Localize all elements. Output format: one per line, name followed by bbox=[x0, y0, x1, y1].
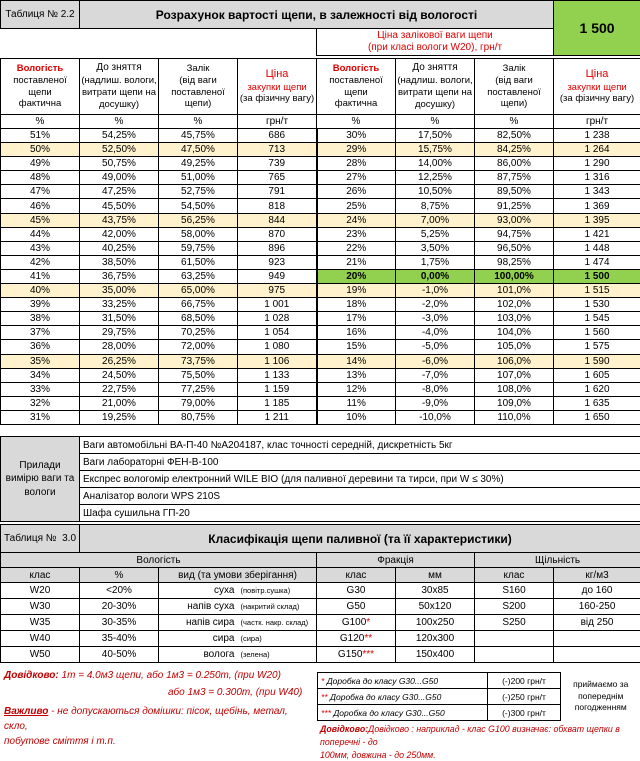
important-note: Важливо - не допускаються домішки: пісок, щебінь, метал, скло, побутове сміття і т.п. bbox=[4, 704, 314, 749]
table-row bbox=[1, 340, 640, 354]
left-cell: 45,75% bbox=[159, 129, 238, 143]
devices-section bbox=[0, 436, 640, 522]
drying-header-left: До зняття (надлиш. вологи, витрати щепи на досушку) bbox=[80, 59, 159, 115]
right-cell: 1 369 bbox=[554, 199, 640, 213]
right-cell: 1 448 bbox=[554, 241, 640, 255]
unit-cell: % bbox=[317, 115, 396, 129]
left-cell: 1 080 bbox=[238, 340, 317, 354]
right-cell: 0,00% bbox=[396, 269, 475, 283]
left-cell: 39% bbox=[1, 298, 80, 312]
device-item: Аналізатор вологи WPS 210S bbox=[80, 488, 640, 505]
unit-cell: % bbox=[396, 115, 475, 129]
cell-dens: 160-250 bbox=[554, 599, 640, 615]
col-header: клас bbox=[475, 568, 554, 583]
left-cell: 42% bbox=[1, 255, 80, 269]
col-header: кг/м3 bbox=[554, 568, 640, 583]
right-cell: 12% bbox=[317, 382, 396, 396]
right-cell: 102,0% bbox=[475, 298, 554, 312]
left-cell: 79,00% bbox=[159, 396, 238, 410]
table-row bbox=[1, 615, 640, 631]
unit-cell: % bbox=[1, 115, 80, 129]
right-cell: 108,0% bbox=[475, 382, 554, 396]
right-cell: 29% bbox=[317, 143, 396, 157]
left-cell: 975 bbox=[238, 284, 317, 298]
right-cell: 14,00% bbox=[396, 157, 475, 171]
left-cell: 47,25% bbox=[80, 185, 159, 199]
right-cell: 12,25% bbox=[396, 171, 475, 185]
right-cell: 110,0% bbox=[475, 410, 554, 424]
table-row bbox=[1, 326, 640, 340]
device-item: Ваги автомобільні ВА-П-40 №А204187, клас точності середній, дискретність 5кг bbox=[80, 437, 640, 454]
right-cell: 100,00% bbox=[475, 269, 554, 283]
right-cell: 98,25% bbox=[475, 255, 554, 269]
cell-pct: <20% bbox=[80, 583, 159, 599]
table-row bbox=[1, 368, 640, 382]
left-cell: 38,50% bbox=[80, 255, 159, 269]
right-cell: 1 560 bbox=[554, 326, 640, 340]
table-row bbox=[1, 269, 640, 283]
device-item: Шафа сушильна ГП-20 bbox=[80, 505, 640, 522]
cell-dens: від 250 bbox=[554, 615, 640, 631]
left-cell: 36% bbox=[1, 340, 80, 354]
left-cell: 68,50% bbox=[159, 312, 238, 326]
humidity-header-left: Вологість поставленої щепи фактична bbox=[1, 59, 80, 115]
left-cell: 31% bbox=[1, 410, 80, 424]
left-cell: 1 054 bbox=[238, 326, 317, 340]
left-cell: 75,50% bbox=[159, 368, 238, 382]
table-row bbox=[1, 185, 640, 199]
drying-header-right: До зняття (надлиш. вологи, витрати щепи на досушку) bbox=[396, 59, 475, 115]
right-cell: 26% bbox=[317, 185, 396, 199]
left-cell: 40,25% bbox=[80, 241, 159, 255]
right-cell: -4,0% bbox=[396, 326, 475, 340]
table-row bbox=[1, 171, 640, 185]
right-cell: 109,0% bbox=[475, 396, 554, 410]
cell-fraction-class: G150*** bbox=[317, 647, 396, 663]
cell-kind: сира bbox=[159, 631, 238, 647]
credit-header-left: Залік (від ваги поставленої щепи) bbox=[159, 59, 238, 115]
header-row bbox=[1, 59, 640, 115]
left-cell: 19,25% bbox=[80, 410, 159, 424]
cell-fraction-class: G120** bbox=[317, 631, 396, 647]
humidity-header-right: Вологість поставленої щепи фактична bbox=[317, 59, 396, 115]
cell-fraction-class: G100* bbox=[317, 615, 396, 631]
table-row bbox=[1, 199, 640, 213]
table-row bbox=[1, 312, 640, 326]
unit-cell: % bbox=[475, 115, 554, 129]
right-cell: 15,75% bbox=[396, 143, 475, 157]
right-cell: 28% bbox=[317, 157, 396, 171]
table-row bbox=[1, 647, 640, 663]
left-cell: 61,50% bbox=[159, 255, 238, 269]
right-cell: 17,50% bbox=[396, 129, 475, 143]
table-row bbox=[1, 583, 640, 599]
left-cell: 22,75% bbox=[80, 382, 159, 396]
cell-kind: напів суха bbox=[159, 599, 238, 615]
left-cell: 51% bbox=[1, 129, 80, 143]
left-cell: 791 bbox=[238, 185, 317, 199]
left-cell: 35% bbox=[1, 354, 80, 368]
right-cell: 1 635 bbox=[554, 396, 640, 410]
cell-dcls bbox=[475, 647, 554, 663]
cell-mm: 100х250 bbox=[396, 615, 475, 631]
table-row bbox=[1, 227, 640, 241]
cell-cls: W30 bbox=[1, 599, 80, 615]
left-cell: 949 bbox=[238, 269, 317, 283]
table-row bbox=[1, 354, 640, 368]
left-cell: 24,50% bbox=[80, 368, 159, 382]
table-3-0 bbox=[0, 524, 640, 663]
left-cell: 713 bbox=[238, 143, 317, 157]
left-cell: 32% bbox=[1, 396, 80, 410]
table-row bbox=[1, 213, 640, 227]
cell-kind: суха bbox=[159, 583, 238, 599]
right-cell: 10,50% bbox=[396, 185, 475, 199]
right-cell: 1 500 bbox=[554, 269, 640, 283]
left-cell: 46% bbox=[1, 199, 80, 213]
right-cell: -3,0% bbox=[396, 312, 475, 326]
right-cell: 1,75% bbox=[396, 255, 475, 269]
right-cell: 27% bbox=[317, 171, 396, 185]
cell-dcls: S160 bbox=[475, 583, 554, 599]
left-cell: 77,25% bbox=[159, 382, 238, 396]
right-cell: 1 264 bbox=[554, 143, 640, 157]
surcharge-item: *** Доробка до класу G30...G50 bbox=[318, 705, 488, 721]
cell-cond: (накритий склад) bbox=[238, 599, 317, 615]
classification-body bbox=[1, 583, 640, 663]
left-cell: 1 133 bbox=[238, 368, 317, 382]
left-cell: 40% bbox=[1, 284, 80, 298]
right-cell: 103,0% bbox=[475, 312, 554, 326]
cell-kind: напів сира bbox=[159, 615, 238, 631]
table-row bbox=[1, 284, 640, 298]
left-cell: 870 bbox=[238, 227, 317, 241]
right-cell: 1 590 bbox=[554, 354, 640, 368]
left-cell: 1 028 bbox=[238, 312, 317, 326]
table-row bbox=[1, 599, 640, 615]
right-cell: 13% bbox=[317, 368, 396, 382]
cell-dcls: S250 bbox=[475, 615, 554, 631]
cell-pct: 20-30% bbox=[80, 599, 159, 615]
left-cell: 818 bbox=[238, 199, 317, 213]
right-cell: 1 421 bbox=[554, 227, 640, 241]
right-cell: 11% bbox=[317, 396, 396, 410]
right-cell: 1 620 bbox=[554, 382, 640, 396]
right-cell: 3,50% bbox=[396, 241, 475, 255]
right-cell: 91,25% bbox=[475, 199, 554, 213]
right-cell: 20% bbox=[317, 269, 396, 283]
cell-dens bbox=[554, 647, 640, 663]
left-cell: 35,00% bbox=[80, 284, 159, 298]
left-cell: 56,25% bbox=[159, 213, 238, 227]
cell-dcls: S200 bbox=[475, 599, 554, 615]
table-row bbox=[1, 631, 640, 647]
right-cell: 21% bbox=[317, 255, 396, 269]
surcharge-item: ** Доробка до класу G30...G50 bbox=[318, 689, 488, 705]
cell-cls: W20 bbox=[1, 583, 80, 599]
right-cell: -1,0% bbox=[396, 284, 475, 298]
reference-note: Довідково: 1m = 4.0м3 щепи, або 1м3 = 0.250т, (при W20) bbox=[4, 670, 281, 681]
right-cell: 96,50% bbox=[475, 241, 554, 255]
right-cell: 5,25% bbox=[396, 227, 475, 241]
left-cell: 765 bbox=[238, 171, 317, 185]
cell-cls: W35 bbox=[1, 615, 80, 631]
surcharge-amount: (-)250 грн/т bbox=[488, 689, 561, 705]
devices-label: Прилади вимірю ваги та вологи bbox=[1, 437, 80, 522]
group-density: Щільність bbox=[475, 553, 640, 568]
left-cell: 52,75% bbox=[159, 185, 238, 199]
right-cell: 94,75% bbox=[475, 227, 554, 241]
device-item: Ваги лабораторні ФЕН-В-100 bbox=[80, 454, 640, 471]
reference-note-line2: або 1м3 = 0.300т, (при W40) bbox=[168, 687, 302, 698]
table-label: Таблиця № 2.2 bbox=[1, 1, 80, 29]
right-cell: 106,0% bbox=[475, 354, 554, 368]
right-cell: 1 605 bbox=[554, 368, 640, 382]
right-cell: 16% bbox=[317, 326, 396, 340]
left-cell: 896 bbox=[238, 241, 317, 255]
right-cell: 8,75% bbox=[396, 199, 475, 213]
left-cell: 1 159 bbox=[238, 382, 317, 396]
price-header-left: Ціна закупки щепи (за фізичну вагу) bbox=[238, 59, 317, 115]
table-row bbox=[1, 410, 640, 424]
right-cell: -7,0% bbox=[396, 368, 475, 382]
left-cell: 58,00% bbox=[159, 227, 238, 241]
left-cell: 47% bbox=[1, 185, 80, 199]
group-fraction: Фракція bbox=[317, 553, 475, 568]
devices-table bbox=[0, 436, 640, 522]
left-cell: 80,75% bbox=[159, 410, 238, 424]
left-cell: 45,50% bbox=[80, 199, 159, 213]
left-cell: 63,25% bbox=[159, 269, 238, 283]
left-cell: 21,00% bbox=[80, 396, 159, 410]
cell-cond: (сира) bbox=[238, 631, 317, 647]
device-item: Експрес вологомір електронний WILE BIO (для паливної деревини та тирси, при W ≤ 30%) bbox=[80, 471, 640, 488]
left-cell: 50% bbox=[1, 143, 80, 157]
table-row bbox=[1, 298, 640, 312]
right-cell: -8,0% bbox=[396, 382, 475, 396]
price-caption-line1: Ціна залікової ваги щепи bbox=[317, 30, 553, 42]
right-cell: 86,00% bbox=[475, 157, 554, 171]
cell-pct: 30-35% bbox=[80, 615, 159, 631]
left-cell: 49,00% bbox=[80, 171, 159, 185]
cell-cond: (зелена) bbox=[238, 647, 317, 663]
left-cell: 52,50% bbox=[80, 143, 159, 157]
right-cell: 89,50% bbox=[475, 185, 554, 199]
cell-cls: W50 bbox=[1, 647, 80, 663]
left-cell: 43,75% bbox=[80, 213, 159, 227]
right-cell: 30% bbox=[317, 129, 396, 143]
right-cell: 18% bbox=[317, 298, 396, 312]
left-cell: 29,75% bbox=[80, 326, 159, 340]
cell-cond: (повітр.сушка) bbox=[238, 583, 317, 599]
cell-pct: 40-50% bbox=[80, 647, 159, 663]
right-cell: -5,0% bbox=[396, 340, 475, 354]
left-cell: 34% bbox=[1, 368, 80, 382]
right-cell: 25% bbox=[317, 199, 396, 213]
cell-kind: волога bbox=[159, 647, 238, 663]
left-cell: 54,50% bbox=[159, 199, 238, 213]
right-cell: 24% bbox=[317, 213, 396, 227]
left-cell: 41% bbox=[1, 269, 80, 283]
col-header: клас bbox=[1, 568, 80, 583]
left-cell: 59,75% bbox=[159, 241, 238, 255]
spacer bbox=[1, 29, 317, 56]
left-cell: 1 106 bbox=[238, 354, 317, 368]
right-cell: 93,00% bbox=[475, 213, 554, 227]
cell-cond: (частк. накр. склад) bbox=[238, 615, 317, 631]
left-cell: 48% bbox=[1, 171, 80, 185]
right-cell: -2,0% bbox=[396, 298, 475, 312]
classification-table bbox=[0, 524, 640, 663]
right-cell: 1 545 bbox=[554, 312, 640, 326]
left-cell: 686 bbox=[238, 129, 317, 143]
left-cell: 33% bbox=[1, 382, 80, 396]
pricing-table bbox=[0, 58, 640, 425]
left-cell: 923 bbox=[238, 255, 317, 269]
right-cell: 101,0% bbox=[475, 284, 554, 298]
table-row bbox=[1, 143, 640, 157]
credit-header-right: Залік (від ваги поставленої щепи) bbox=[475, 59, 554, 115]
table2-label: Таблиця № 3.0 bbox=[1, 525, 80, 553]
left-cell: 38% bbox=[1, 312, 80, 326]
table-row bbox=[1, 157, 640, 171]
right-cell: 1 650 bbox=[554, 410, 640, 424]
pricing-body bbox=[1, 129, 640, 425]
right-cell: 14% bbox=[317, 354, 396, 368]
left-cell: 47,50% bbox=[159, 143, 238, 157]
left-cell: 73,75% bbox=[159, 354, 238, 368]
right-cell: 7,00% bbox=[396, 213, 475, 227]
cell-mm: 50х120 bbox=[396, 599, 475, 615]
table-row bbox=[1, 255, 640, 269]
left-cell: 739 bbox=[238, 157, 317, 171]
unit-cell: грн/т bbox=[554, 115, 640, 129]
right-cell: 1 575 bbox=[554, 340, 640, 354]
left-cell: 44% bbox=[1, 227, 80, 241]
right-cell: 107,0% bbox=[475, 368, 554, 382]
right-cell: 84,25% bbox=[475, 143, 554, 157]
surcharges-table bbox=[317, 672, 640, 721]
left-cell: 37% bbox=[1, 326, 80, 340]
left-cell: 49% bbox=[1, 157, 80, 171]
cell-dens: до 160 bbox=[554, 583, 640, 599]
col-header: вид (та умови зберігання) bbox=[159, 568, 317, 583]
cell-cls: W40 bbox=[1, 631, 80, 647]
right-cell: 1 316 bbox=[554, 171, 640, 185]
table-title: Розрахунок вартості щепи, в залежності від вологості bbox=[80, 1, 554, 29]
table2-title: Класифікація щепи паливної (та її характеристики) bbox=[80, 525, 640, 553]
right-cell: -10,0% bbox=[396, 410, 475, 424]
right-cell: 1 515 bbox=[554, 284, 640, 298]
left-cell: 65,00% bbox=[159, 284, 238, 298]
left-cell: 54,25% bbox=[80, 129, 159, 143]
table-row bbox=[1, 396, 640, 410]
right-cell: 82,50% bbox=[475, 129, 554, 143]
cell-mm: 120х300 bbox=[396, 631, 475, 647]
table-row bbox=[1, 129, 640, 143]
col-header: % bbox=[80, 568, 159, 583]
cell-mm: 30х85 bbox=[396, 583, 475, 599]
left-cell: 33,25% bbox=[80, 298, 159, 312]
cell-pct: 35-40% bbox=[80, 631, 159, 647]
right-cell: 87,75% bbox=[475, 171, 554, 185]
left-cell: 28,00% bbox=[80, 340, 159, 354]
right-cell: -9,0% bbox=[396, 396, 475, 410]
right-cell: 1 343 bbox=[554, 185, 640, 199]
surcharge-amount: (-)200 грн/т bbox=[488, 673, 561, 689]
unit-cell: % bbox=[80, 115, 159, 129]
left-cell: 66,75% bbox=[159, 298, 238, 312]
left-cell: 72,00% bbox=[159, 340, 238, 354]
table-row bbox=[1, 241, 640, 255]
right-cell: 15% bbox=[317, 340, 396, 354]
left-cell: 50,75% bbox=[80, 157, 159, 171]
left-cell: 70,25% bbox=[159, 326, 238, 340]
price-header-right: Ціна закупки щепи (за фізичну вагу) bbox=[554, 59, 640, 115]
unit-cell: % bbox=[159, 115, 238, 129]
left-cell: 1 185 bbox=[238, 396, 317, 410]
cell-mm: 150х400 bbox=[396, 647, 475, 663]
cell-fraction-class: G30 bbox=[317, 583, 396, 599]
right-cell: 10% bbox=[317, 410, 396, 424]
left-cell: 1 001 bbox=[238, 298, 317, 312]
surcharge-item: * Доробка до класу G30...G50 bbox=[318, 673, 488, 689]
cell-dens bbox=[554, 631, 640, 647]
left-cell: 42,00% bbox=[80, 227, 159, 241]
pricing-header-table bbox=[0, 0, 640, 56]
right-cell: 22% bbox=[317, 241, 396, 255]
surcharges-section bbox=[317, 672, 640, 761]
units-row bbox=[1, 115, 640, 129]
table-row bbox=[1, 382, 640, 396]
left-cell: 45% bbox=[1, 213, 80, 227]
cell-dcls bbox=[475, 631, 554, 647]
price-caption bbox=[317, 29, 554, 56]
base-price: 1 500 bbox=[554, 1, 640, 56]
right-cell: 1 238 bbox=[554, 129, 640, 143]
right-cell: 17% bbox=[317, 312, 396, 326]
right-cell: 19% bbox=[317, 284, 396, 298]
left-cell: 51,00% bbox=[159, 171, 238, 185]
left-cell: 1 211 bbox=[238, 410, 317, 424]
right-cell: 1 395 bbox=[554, 213, 640, 227]
left-cell: 844 bbox=[238, 213, 317, 227]
right-cell: 23% bbox=[317, 227, 396, 241]
left-cell: 31,50% bbox=[80, 312, 159, 326]
right-cell: -6,0% bbox=[396, 354, 475, 368]
right-cell: 105,0% bbox=[475, 340, 554, 354]
surcharge-amount: (-)300 грн/т bbox=[488, 705, 561, 721]
price-caption-line2: (при класі вологи W20), грн/т bbox=[317, 42, 553, 54]
col-header: мм bbox=[396, 568, 475, 583]
left-cell: 43% bbox=[1, 241, 80, 255]
left-cell: 26,25% bbox=[80, 354, 159, 368]
right-cell: 1 530 bbox=[554, 298, 640, 312]
left-cell: 49,25% bbox=[159, 157, 238, 171]
cell-fraction-class: G50 bbox=[317, 599, 396, 615]
group-humidity: Вологість bbox=[1, 553, 317, 568]
unit-cell: грн/т bbox=[238, 115, 317, 129]
fraction-note: Довідково:Довідково : наприклад - клас G100 визначає: обхват щепки в поперечні - до 100мм, довжина - до 250мм. bbox=[317, 723, 640, 761]
right-cell: 1 290 bbox=[554, 157, 640, 171]
right-cell: 1 474 bbox=[554, 255, 640, 269]
agreement-note: приймаємо за попереднім погодженням bbox=[561, 673, 640, 721]
left-cell: 36,75% bbox=[80, 269, 159, 283]
col-header: клас bbox=[317, 568, 396, 583]
right-cell: 104,0% bbox=[475, 326, 554, 340]
